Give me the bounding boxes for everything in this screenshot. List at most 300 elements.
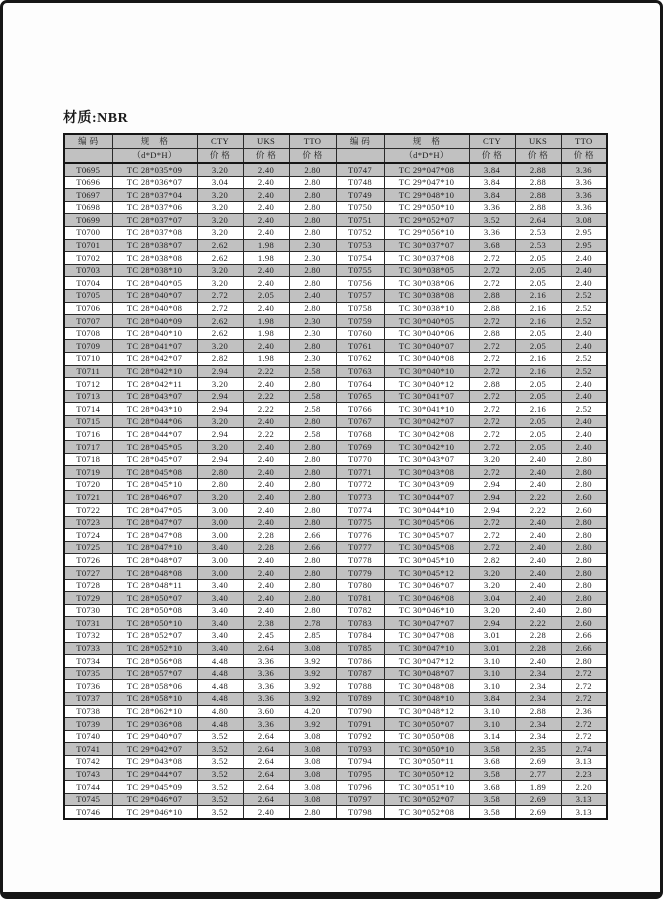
cty-price-cell-right: 3.84 — [469, 189, 515, 202]
table-row — [64, 579, 607, 592]
header-spec-left: 规 格 — [112, 134, 197, 149]
spec-cell-right: TC 30*045*06 — [384, 516, 469, 529]
uks-price-cell-right: 2.28 — [515, 642, 561, 655]
spec-cell-right: TC 30*048*10 — [384, 692, 469, 705]
code-cell-left: T0700 — [64, 226, 112, 239]
tto-price-cell-right: 2.80 — [561, 554, 607, 567]
spec-cell-left: TC 28*040*08 — [112, 302, 197, 315]
cty-price-cell-right: 3.10 — [469, 705, 515, 718]
uks-price-cell-right: 2.22 — [515, 617, 561, 630]
code-cell-right: T0749 — [336, 189, 384, 202]
code-cell-left: T0738 — [64, 705, 112, 718]
uks-price-cell-right: 2.05 — [515, 264, 561, 277]
spec-cell-left: TC 28*050*08 — [112, 604, 197, 617]
code-cell-left: T0717 — [64, 441, 112, 454]
tto-price-cell-left: 2.58 — [289, 428, 336, 441]
cty-price-cell-right: 3.04 — [469, 592, 515, 605]
table-row — [64, 755, 607, 768]
table-row — [64, 642, 607, 655]
tto-price-cell-left: 2.58 — [289, 365, 336, 378]
uks-price-cell-right: 2.05 — [515, 428, 561, 441]
spec-cell-left: TC 28*056*08 — [112, 655, 197, 668]
tto-price-cell-left: 2.66 — [289, 529, 336, 542]
spec-cell-left: TC 28*048*11 — [112, 579, 197, 592]
material-title: 材质:NBR — [63, 111, 129, 126]
tto-price-cell-right: 2.52 — [561, 302, 607, 315]
table-row — [64, 428, 607, 441]
tto-price-cell-left: 3.92 — [289, 680, 336, 693]
spec-cell-left: TC 28*050*10 — [112, 617, 197, 630]
spec-cell-right: TC 30*050*10 — [384, 743, 469, 756]
uks-price-cell-left: 2.40 — [243, 806, 289, 819]
spec-cell-left: TC 28*047*10 — [112, 541, 197, 554]
spec-cell-left: TC 28*045*07 — [112, 453, 197, 466]
spec-cell-left: TC 28*062*10 — [112, 705, 197, 718]
uks-price-cell-right: 2.88 — [515, 705, 561, 718]
spec-cell-right: TC 30*040*08 — [384, 352, 469, 365]
tto-price-cell-right: 2.95 — [561, 226, 607, 239]
cty-price-cell-left: 4.48 — [197, 692, 243, 705]
code-cell-left: T0727 — [64, 567, 112, 580]
tto-price-cell-right: 2.52 — [561, 403, 607, 416]
tto-price-cell-right: 3.13 — [561, 755, 607, 768]
tto-price-cell-right: 2.40 — [561, 428, 607, 441]
header-spec-sub-right: （d*D*H） — [384, 149, 469, 164]
spec-cell-right: TC 30*050*08 — [384, 730, 469, 743]
code-cell-left: T0744 — [64, 781, 112, 794]
spec-cell-left: TC 28*046*07 — [112, 491, 197, 504]
uks-price-cell-right: 2.64 — [515, 214, 561, 227]
uks-price-cell-right: 2.22 — [515, 491, 561, 504]
uks-price-cell-left: 1.98 — [243, 315, 289, 328]
code-cell-right: T0772 — [336, 478, 384, 491]
code-cell-left: T0707 — [64, 315, 112, 328]
cty-price-cell-right: 2.88 — [469, 289, 515, 302]
uks-price-cell-right: 2.22 — [515, 504, 561, 517]
spec-cell-right: TC 30*052*08 — [384, 806, 469, 819]
table-row — [64, 592, 607, 605]
code-cell-right: T0760 — [336, 327, 384, 340]
cty-price-cell-left: 4.48 — [197, 718, 243, 731]
table-row — [64, 176, 607, 189]
table-row — [64, 277, 607, 290]
cty-price-cell-right: 2.88 — [469, 327, 515, 340]
spec-cell-left: TC 28*048*07 — [112, 554, 197, 567]
uks-price-cell-right: 2.88 — [515, 201, 561, 214]
spec-cell-left: TC 28*045*08 — [112, 466, 197, 479]
tto-price-cell-right: 2.40 — [561, 441, 607, 454]
code-cell-left: T0733 — [64, 642, 112, 655]
code-cell-left: T0718 — [64, 453, 112, 466]
spec-cell-right: TC 30*040*05 — [384, 315, 469, 328]
spec-cell-right: TC 30*041*07 — [384, 390, 469, 403]
tto-price-cell-left: 2.80 — [289, 579, 336, 592]
uks-price-cell-left: 1.98 — [243, 352, 289, 365]
table-row — [64, 453, 607, 466]
uks-price-cell-right: 2.05 — [515, 340, 561, 353]
code-cell-right: T0788 — [336, 680, 384, 693]
spec-cell-right: TC 30*047*10 — [384, 642, 469, 655]
table-row — [64, 340, 607, 353]
cty-price-cell-left: 3.20 — [197, 415, 243, 428]
spec-cell-left: TC 28*058*10 — [112, 692, 197, 705]
spec-cell-right: TC 29*056*10 — [384, 226, 469, 239]
tto-price-cell-right: 2.80 — [561, 529, 607, 542]
cty-price-cell-right: 3.20 — [469, 453, 515, 466]
table-row — [64, 567, 607, 580]
tto-price-cell-right: 2.23 — [561, 768, 607, 781]
code-cell-left: T0737 — [64, 692, 112, 705]
tto-price-cell-left: 2.80 — [289, 604, 336, 617]
code-cell-left: T0732 — [64, 629, 112, 642]
code-cell-left: T0728 — [64, 579, 112, 592]
tto-price-cell-left: 2.40 — [289, 289, 336, 302]
cty-price-cell-right: 2.94 — [469, 504, 515, 517]
cty-price-cell-right: 3.58 — [469, 768, 515, 781]
tto-price-cell-left: 2.30 — [289, 315, 336, 328]
code-cell-left: T0719 — [64, 466, 112, 479]
table-row — [64, 718, 607, 731]
cty-price-cell-right: 2.72 — [469, 340, 515, 353]
code-cell-right: T0759 — [336, 315, 384, 328]
uks-price-cell-left: 2.22 — [243, 365, 289, 378]
spec-cell-right: TC 30*037*08 — [384, 252, 469, 265]
cty-price-cell-left: 3.20 — [197, 378, 243, 391]
spec-cell-left: TC 29*040*07 — [112, 730, 197, 743]
tto-price-cell-left: 3.08 — [289, 793, 336, 806]
code-cell-left: T0731 — [64, 617, 112, 630]
tto-price-cell-left: 2.30 — [289, 352, 336, 365]
cty-price-cell-left: 3.20 — [197, 264, 243, 277]
uks-price-cell-left: 2.40 — [243, 466, 289, 479]
cty-price-cell-left: 3.04 — [197, 176, 243, 189]
spec-cell-right: TC 30*038*05 — [384, 264, 469, 277]
table-row — [64, 390, 607, 403]
tto-price-cell-right: 2.60 — [561, 617, 607, 630]
uks-price-cell-right: 2.40 — [515, 466, 561, 479]
code-cell-right: T0794 — [336, 755, 384, 768]
spec-cell-right: TC 30*040*06 — [384, 327, 469, 340]
cty-price-cell-right: 2.94 — [469, 617, 515, 630]
tto-price-cell-right: 2.20 — [561, 781, 607, 794]
tto-price-cell-right: 3.08 — [561, 214, 607, 227]
cty-price-cell-left: 2.94 — [197, 453, 243, 466]
code-cell-right: T0784 — [336, 629, 384, 642]
uks-price-cell-right: 2.35 — [515, 743, 561, 756]
cty-price-cell-right: 2.72 — [469, 352, 515, 365]
table-row — [64, 478, 607, 491]
tto-price-cell-right: 3.13 — [561, 793, 607, 806]
spec-cell-left: TC 28*040*09 — [112, 315, 197, 328]
table-row — [64, 667, 607, 680]
code-cell-right: T0779 — [336, 567, 384, 580]
cty-price-cell-left: 3.00 — [197, 554, 243, 567]
cty-price-cell-right: 3.10 — [469, 655, 515, 668]
uks-price-cell-left: 3.36 — [243, 655, 289, 668]
spec-cell-left: TC 28*037*06 — [112, 201, 197, 214]
tto-price-cell-right: 2.80 — [561, 453, 607, 466]
spec-cell-right: TC 30*045*10 — [384, 554, 469, 567]
table-row — [64, 554, 607, 567]
code-cell-right: T0776 — [336, 529, 384, 542]
header-code-left: 编 码 — [64, 134, 112, 149]
spec-cell-left: TC 29*043*08 — [112, 755, 197, 768]
table-row — [64, 604, 607, 617]
tto-price-cell-left: 2.80 — [289, 201, 336, 214]
uks-price-cell-left: 2.40 — [243, 189, 289, 202]
spec-cell-left: TC 28*037*04 — [112, 189, 197, 202]
uks-price-cell-left: 2.64 — [243, 781, 289, 794]
code-cell-right: T0758 — [336, 302, 384, 315]
tto-price-cell-left: 2.80 — [289, 226, 336, 239]
uks-price-cell-right: 2.16 — [515, 403, 561, 416]
tto-price-cell-right: 3.13 — [561, 806, 607, 819]
table-row — [64, 252, 607, 265]
cty-price-cell-right: 3.58 — [469, 793, 515, 806]
tto-price-cell-left: 2.80 — [289, 340, 336, 353]
spec-cell-right: TC 30*052*07 — [384, 793, 469, 806]
tto-price-cell-right: 2.80 — [561, 478, 607, 491]
uks-price-cell-left: 2.22 — [243, 390, 289, 403]
table-row — [64, 214, 607, 227]
header-price-cty-left: 价 格 — [197, 149, 243, 164]
code-cell-left: T0696 — [64, 176, 112, 189]
tto-price-cell-right: 2.40 — [561, 378, 607, 391]
cty-price-cell-left: 3.52 — [197, 755, 243, 768]
spec-cell-right: TC 30*046*08 — [384, 592, 469, 605]
cty-price-cell-left: 3.40 — [197, 629, 243, 642]
cty-price-cell-left: 3.40 — [197, 617, 243, 630]
uks-price-cell-left: 2.40 — [243, 592, 289, 605]
table-row — [64, 226, 607, 239]
tto-price-cell-left: 2.80 — [289, 277, 336, 290]
code-cell-left: T0741 — [64, 743, 112, 756]
cty-price-cell-right: 3.10 — [469, 680, 515, 693]
cty-price-cell-left: 4.48 — [197, 655, 243, 668]
spec-cell-right: TC 30*045*12 — [384, 567, 469, 580]
table-row — [64, 692, 607, 705]
uks-price-cell-right: 2.16 — [515, 302, 561, 315]
code-cell-left: T0705 — [64, 289, 112, 302]
uks-price-cell-right: 1.89 — [515, 781, 561, 794]
cty-price-cell-right: 3.84 — [469, 176, 515, 189]
code-cell-right: T0756 — [336, 277, 384, 290]
cty-price-cell-left: 3.20 — [197, 491, 243, 504]
uks-price-cell-right: 2.34 — [515, 692, 561, 705]
uks-price-cell-left: 2.40 — [243, 176, 289, 189]
cty-price-cell-left: 3.20 — [197, 163, 243, 176]
tto-price-cell-right: 2.74 — [561, 743, 607, 756]
table-row — [64, 466, 607, 479]
spec-cell-left: TC 29*046*10 — [112, 806, 197, 819]
table-row — [64, 201, 607, 214]
code-cell-left: T0725 — [64, 541, 112, 554]
spec-cell-right: TC 30*040*10 — [384, 365, 469, 378]
code-cell-left: T0714 — [64, 403, 112, 416]
spec-cell-left: TC 28*038*10 — [112, 264, 197, 277]
tto-price-cell-left: 2.85 — [289, 629, 336, 642]
uks-price-cell-right: 2.40 — [515, 604, 561, 617]
cty-price-cell-left: 3.52 — [197, 768, 243, 781]
spec-cell-left: TC 28*047*05 — [112, 504, 197, 517]
cty-price-cell-right: 3.84 — [469, 692, 515, 705]
uks-price-cell-right: 2.16 — [515, 315, 561, 328]
table-row — [64, 529, 607, 542]
table-row — [64, 378, 607, 391]
spec-cell-right: TC 30*042*07 — [384, 415, 469, 428]
spec-cell-right: TC 30*046*10 — [384, 604, 469, 617]
cty-price-cell-left: 3.00 — [197, 529, 243, 542]
spec-cell-left: TC 28*040*10 — [112, 327, 197, 340]
spec-cell-left: TC 29*044*07 — [112, 768, 197, 781]
code-cell-right: T0792 — [336, 730, 384, 743]
uks-price-cell-right: 2.05 — [515, 252, 561, 265]
cty-price-cell-left: 2.62 — [197, 327, 243, 340]
uks-price-cell-right: 2.16 — [515, 365, 561, 378]
cty-price-cell-left: 3.20 — [197, 226, 243, 239]
spec-cell-left: TC 28*047*08 — [112, 529, 197, 542]
spec-cell-right: TC 30*045*07 — [384, 529, 469, 542]
code-cell-right: T0775 — [336, 516, 384, 529]
code-cell-left: T0703 — [64, 264, 112, 277]
uks-price-cell-left: 2.40 — [243, 441, 289, 454]
cty-price-cell-left: 3.40 — [197, 642, 243, 655]
code-cell-right: T0751 — [336, 214, 384, 227]
table-row — [64, 705, 607, 718]
code-cell-left: T0699 — [64, 214, 112, 227]
tto-price-cell-right: 2.40 — [561, 264, 607, 277]
spec-cell-right: TC 29*047*10 — [384, 176, 469, 189]
table-row — [64, 289, 607, 302]
uks-price-cell-left: 2.40 — [243, 226, 289, 239]
code-cell-right: T0796 — [336, 781, 384, 794]
spec-cell-left: TC 28*037*07 — [112, 214, 197, 227]
tto-price-cell-right: 2.40 — [561, 415, 607, 428]
cty-price-cell-left: 3.00 — [197, 567, 243, 580]
header-price-cty-right: 价 格 — [469, 149, 515, 164]
tto-price-cell-left: 2.80 — [289, 466, 336, 479]
code-cell-left: T0745 — [64, 793, 112, 806]
tto-price-cell-left: 2.80 — [289, 554, 336, 567]
tto-price-cell-right: 2.52 — [561, 289, 607, 302]
table-row — [64, 163, 607, 176]
tto-price-cell-right: 2.80 — [561, 655, 607, 668]
uks-price-cell-left: 2.05 — [243, 289, 289, 302]
uks-price-cell-right: 2.05 — [515, 441, 561, 454]
tto-price-cell-right: 2.80 — [561, 567, 607, 580]
cty-price-cell-right: 2.72 — [469, 516, 515, 529]
spec-cell-left: TC 28*057*07 — [112, 667, 197, 680]
cty-price-cell-left: 4.48 — [197, 667, 243, 680]
cty-price-cell-right: 2.82 — [469, 554, 515, 567]
cty-price-cell-left: 4.48 — [197, 680, 243, 693]
uks-price-cell-right: 2.88 — [515, 176, 561, 189]
tto-price-cell-right: 2.72 — [561, 680, 607, 693]
uks-price-cell-left: 2.40 — [243, 453, 289, 466]
cty-price-cell-left: 2.62 — [197, 315, 243, 328]
code-cell-right: T0798 — [336, 806, 384, 819]
uks-price-cell-right: 2.88 — [515, 163, 561, 176]
code-cell-right: T0773 — [336, 491, 384, 504]
cty-price-cell-right: 2.72 — [469, 466, 515, 479]
price-table — [63, 133, 608, 820]
code-cell-right: T0763 — [336, 365, 384, 378]
cty-price-cell-left: 3.52 — [197, 806, 243, 819]
code-cell-right: T0781 — [336, 592, 384, 605]
spec-cell-right: TC 30*038*06 — [384, 277, 469, 290]
cty-price-cell-left: 3.20 — [197, 201, 243, 214]
uks-price-cell-left: 3.60 — [243, 705, 289, 718]
cty-price-cell-right: 3.36 — [469, 201, 515, 214]
table-row — [64, 264, 607, 277]
tto-price-cell-left: 2.80 — [289, 491, 336, 504]
cty-price-cell-left: 2.72 — [197, 289, 243, 302]
cty-price-cell-left: 4.80 — [197, 705, 243, 718]
code-cell-left: T0739 — [64, 718, 112, 731]
cty-price-cell-right: 3.52 — [469, 214, 515, 227]
cty-price-cell-left: 3.20 — [197, 441, 243, 454]
tto-price-cell-right: 2.66 — [561, 642, 607, 655]
tto-price-cell-left: 2.80 — [289, 806, 336, 819]
cty-price-cell-left: 3.20 — [197, 214, 243, 227]
tto-price-cell-left: 3.92 — [289, 667, 336, 680]
code-cell-right: T0752 — [336, 226, 384, 239]
tto-price-cell-right: 2.80 — [561, 592, 607, 605]
tto-price-cell-right: 2.72 — [561, 718, 607, 731]
code-cell-left: T0735 — [64, 667, 112, 680]
code-cell-left: T0713 — [64, 390, 112, 403]
spec-cell-right: TC 30*048*08 — [384, 680, 469, 693]
tto-price-cell-left: 3.08 — [289, 755, 336, 768]
cty-price-cell-right: 2.72 — [469, 264, 515, 277]
tto-price-cell-right: 3.36 — [561, 189, 607, 202]
uks-price-cell-left: 2.40 — [243, 201, 289, 214]
spec-cell-left: TC 28*038*07 — [112, 239, 197, 252]
tto-price-cell-left: 3.92 — [289, 718, 336, 731]
cty-price-cell-right: 2.72 — [469, 541, 515, 554]
spec-cell-left: TC 28*035*09 — [112, 163, 197, 176]
cty-price-cell-left: 3.20 — [197, 189, 243, 202]
code-cell-right: T0789 — [336, 692, 384, 705]
code-cell-left: T0720 — [64, 478, 112, 491]
code-cell-right: T0757 — [336, 289, 384, 302]
spec-cell-left: TC 28*045*10 — [112, 478, 197, 491]
code-cell-left: T0698 — [64, 201, 112, 214]
table-row — [64, 441, 607, 454]
spec-cell-right: TC 30*048*07 — [384, 667, 469, 680]
spec-cell-right: TC 30*045*08 — [384, 541, 469, 554]
cty-price-cell-right: 2.72 — [469, 428, 515, 441]
spec-cell-right: TC 30*048*12 — [384, 705, 469, 718]
tto-price-cell-left: 2.30 — [289, 239, 336, 252]
spec-cell-right: TC 29*047*08 — [384, 163, 469, 176]
uks-price-cell-right: 2.05 — [515, 390, 561, 403]
uks-price-cell-left: 2.40 — [243, 604, 289, 617]
cty-price-cell-right: 2.72 — [469, 365, 515, 378]
header-uks-right: UKS — [515, 134, 561, 149]
uks-price-cell-left: 2.40 — [243, 415, 289, 428]
code-cell-right: T0774 — [336, 504, 384, 517]
code-cell-left: T0729 — [64, 592, 112, 605]
uks-price-cell-left: 2.40 — [243, 491, 289, 504]
code-cell-right: T0778 — [336, 554, 384, 567]
uks-price-cell-left: 2.28 — [243, 541, 289, 554]
spec-cell-right: TC 29*050*10 — [384, 201, 469, 214]
cty-price-cell-left: 2.82 — [197, 352, 243, 365]
table-row — [64, 516, 607, 529]
spec-cell-left: TC 29*045*09 — [112, 781, 197, 794]
tto-price-cell-right: 2.95 — [561, 239, 607, 252]
